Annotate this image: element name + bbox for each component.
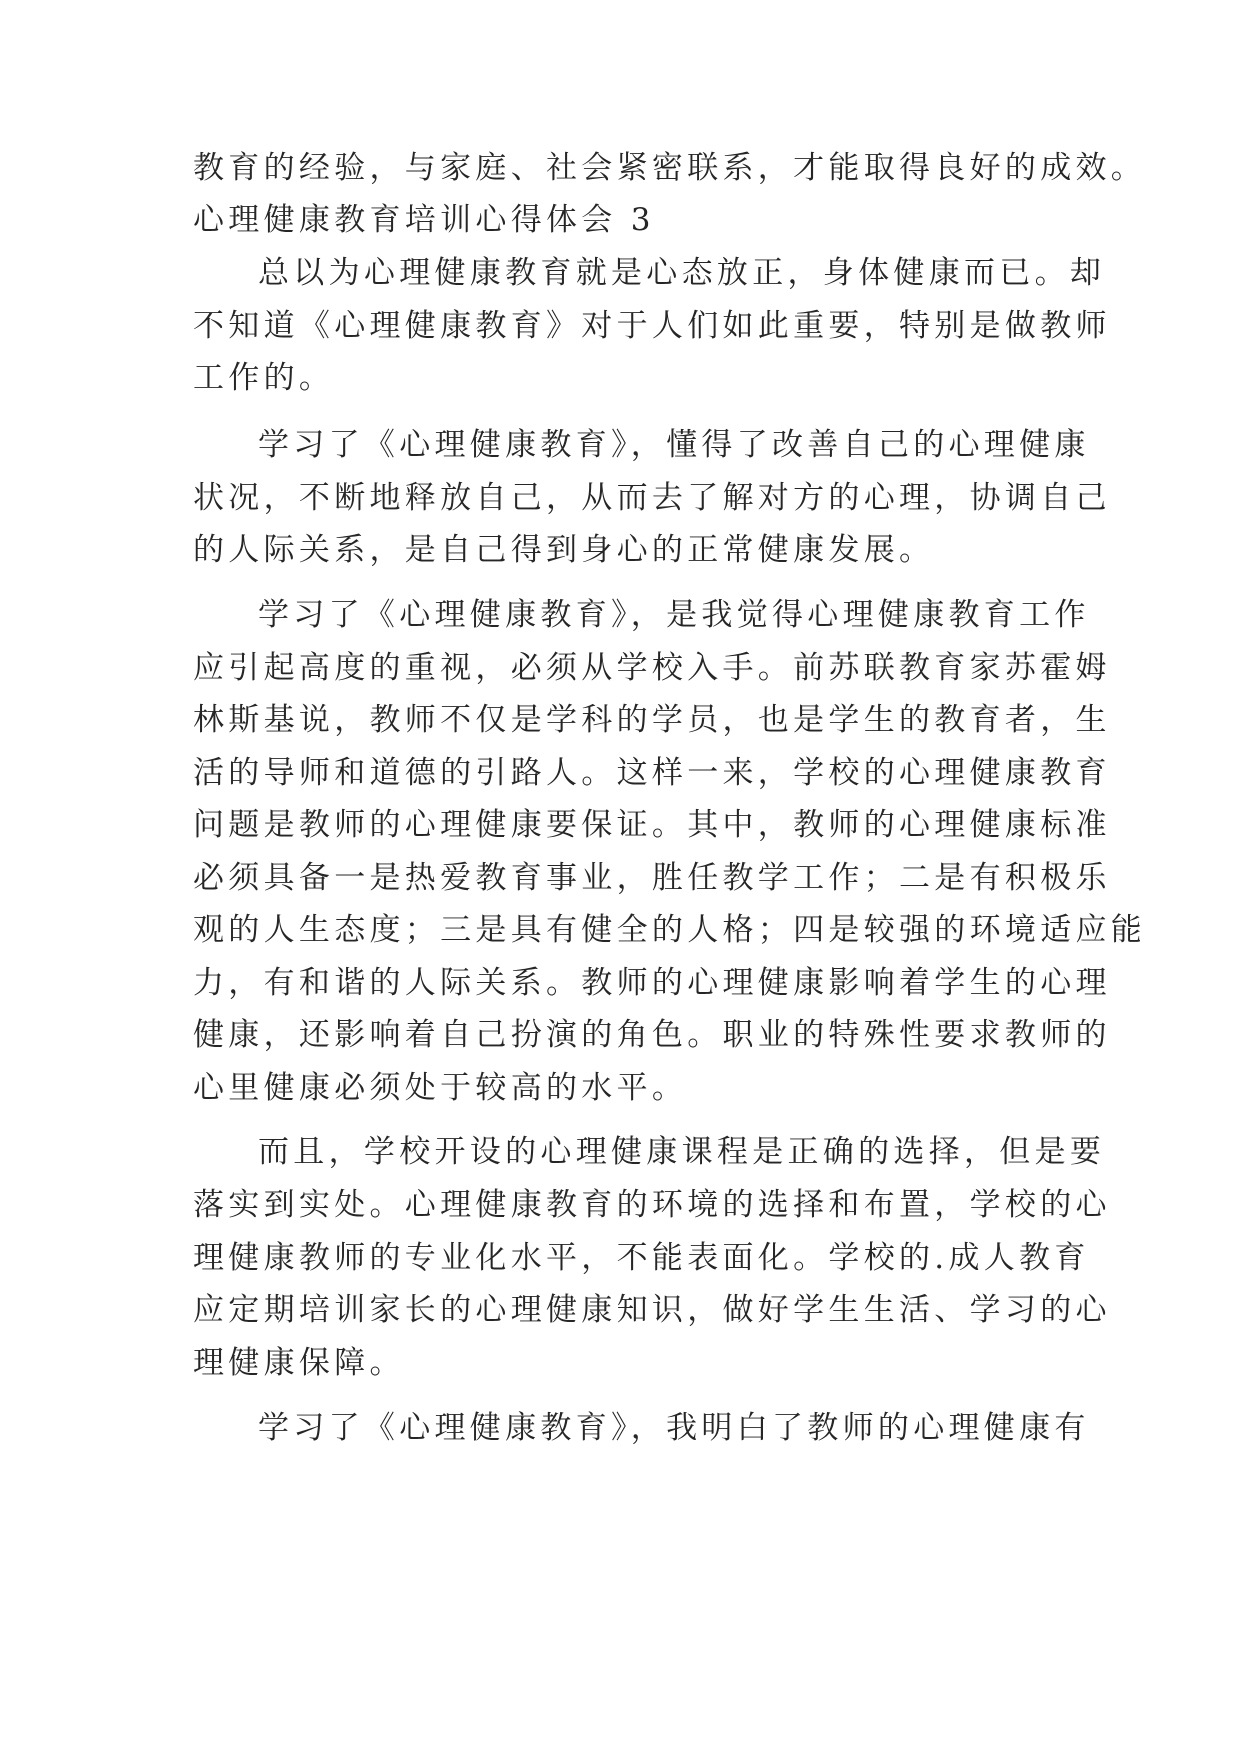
text-line: 状况，不断地释放自己，从而去了解对方的心理，协调自己	[193, 480, 1111, 516]
text-line: 应定期培训家长的心理健康知识，做好学生生活、学习的心	[193, 1292, 1111, 1328]
text-line: 理健康保障。	[193, 1345, 405, 1381]
text-line: 活的导师和道德的引路人。这样一来，学校的心理健康教育	[193, 755, 1111, 791]
paragraph-first-line: 而且，学校开设的心理健康课程是正确的选择，但是要	[258, 1134, 1106, 1170]
section-heading: 心理健康教育培训心得体会 3	[193, 202, 655, 238]
text-line: 林斯基说，教师不仅是学科的学员，也是学生的教育者，生	[193, 702, 1111, 738]
text-line: 观的人生态度；三是具有健全的人格；四是较强的环境适应能	[193, 912, 1147, 948]
text-line: 应引起高度的重视，必须从学校入手。前苏联教育家苏霍姆	[193, 650, 1111, 686]
text-line: 教育的经验，与家庭、社会紧密联系，才能取得良好的成效。	[193, 150, 1147, 186]
text-line: 理健康教师的专业化水平，不能表面化。学校的.成人教育	[193, 1240, 1090, 1276]
text-line: 不知道《心理健康教育》对于人们如此重要，特别是做教师	[193, 308, 1111, 344]
paragraph-first-line: 学习了《心理健康教育》，是我觉得心理健康教育工作	[258, 597, 1090, 633]
text-line: 力，有和谐的人际关系。教师的心理健康影响着学生的心理	[193, 965, 1111, 1001]
text-line: 心里健康必须处于较高的水平。	[193, 1070, 688, 1106]
text-line: 工作的。	[193, 360, 335, 396]
text-line: 必须具备一是热爱教育事业，胜任教学工作；二是有积极乐	[193, 860, 1111, 896]
text-line: 问题是教师的心理健康要保证。其中，教师的心理健康标准	[193, 807, 1111, 843]
paragraph-first-line: 学习了《心理健康教育》，懂得了改善自己的心理健康	[258, 427, 1090, 463]
text-line: 落实到实处。心理健康教育的环境的选择和布置，学校的心	[193, 1187, 1111, 1223]
paragraph-first-line: 学习了《心理健康教育》，我明白了教师的心理健康有	[258, 1410, 1090, 1446]
text-line: 健康，还影响着自己扮演的角色。职业的特殊性要求教师的	[193, 1017, 1111, 1053]
text-line: 的人际关系，是自己得到身心的正常健康发展。	[193, 532, 935, 568]
paragraph-first-line: 总以为心理健康教育就是心态放正，身体健康而已。却	[258, 255, 1106, 291]
